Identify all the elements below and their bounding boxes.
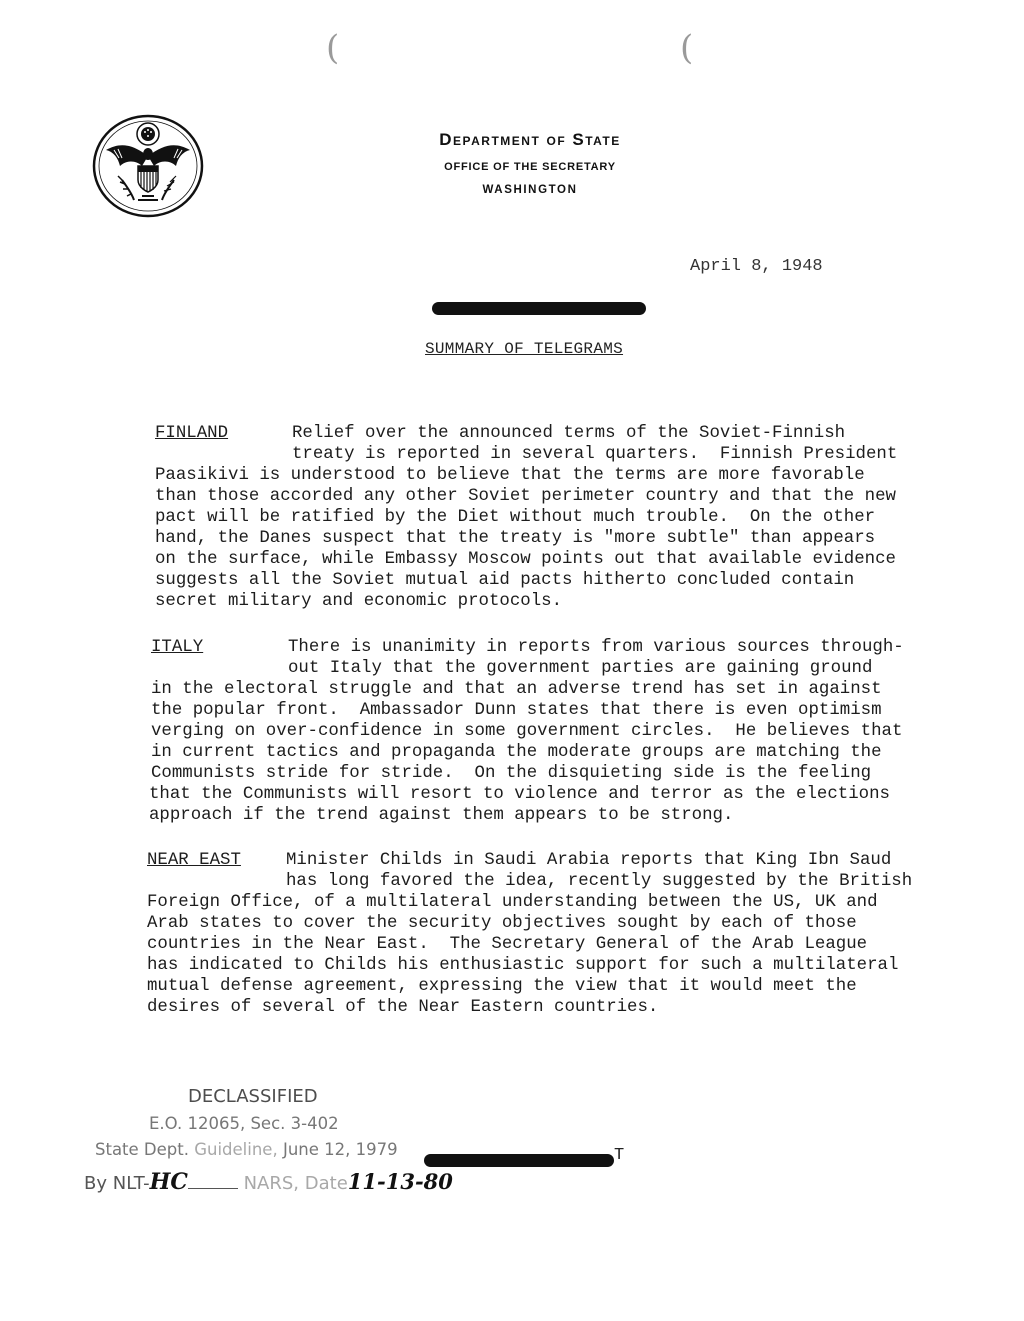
section-heading: NEAR EAST [147,851,241,870]
stamp-authorization [84,1169,453,1195]
body-line: Minister Childs in Saudi Arabia reports that King Ibn Saud [286,851,892,870]
body-line: on the surface, while Embassy Moscow points out that available evidence [155,550,896,569]
stamp-executive-order: E.O. 12065, Sec. 3-402 [149,1114,339,1133]
body-line: Paasikivi is understood to believe that the terms are more favorable [155,466,865,485]
body-line: than those accorded any other Soviet perimeter country and that the new [155,487,896,506]
body-line: has long favored the idea, recently suggested by the British [286,872,913,891]
body-line: in current tactics and propaganda the moderate groups are matching the [151,743,882,762]
section-heading: FINLAND [155,424,229,443]
stamp-date-value: 11-13-80 [347,1169,453,1194]
body-line: Communists stride for stride. On the disquieting side is the feeling [151,764,872,783]
body-line: has indicated to Childs his enthusiastic support for such a multilateral [147,956,899,975]
body-line: suggests all the Soviet mutual aid pacts hitherto concluded contain [155,571,855,590]
section-finland [0,424,1024,624]
body-line: secret military and economic protocols. [155,592,563,611]
body-line: Arab states to cover the security objectives sought by each of those [147,914,857,933]
stamp-by-prefix: By NLT- [84,1173,150,1194]
document-subject: SUMMARY OF TELEGRAMS [425,340,624,358]
stamp-declassified: DECLASSIFIED [188,1086,318,1107]
body-line: pact will be ratified by the Diet without much trouble. On the other [155,508,876,527]
letterhead-city: WASHINGTON [482,184,578,196]
body-line: desires of several of the Near Eastern countries. [147,998,659,1017]
letterhead-office: OFFICE OF THE SECRETARY [444,161,616,173]
body-line: the popular front. Ambassador Dunn states that there is even optimism [151,701,882,720]
body-line: in the electoral struggle and that an adverse trend has set in against [151,680,882,699]
redaction-classification-bottom [424,1154,614,1167]
section-italy [0,638,1024,838]
letterhead-department: Department of State [439,130,621,149]
body-line: mutual defense agreement, expressing the view that it would meet the [147,977,857,996]
section-near-east [0,851,1024,1031]
punch-mark-left: ( [326,28,340,68]
body-line: Relief over the announced terms of the Soviet-Finnish [292,424,846,443]
section-heading: ITALY [151,638,204,657]
great-seal-icon [92,114,204,218]
body-line: countries in the Near East. The Secretary General of the Arab League [147,935,868,954]
body-line: verging on over-confidence in some government circles. He believes that [151,722,903,741]
body-line: Foreign Office, of a multilateral understanding between the US, UK and [147,893,878,912]
body-line: out Italy that the government parties are gaining ground [288,659,873,678]
punch-mark-right: ( [680,28,694,68]
body-line: that the Communists will resort to violence and terror as the elections [149,785,890,804]
body-line: hand, the Danes suspect that the treaty is "more subtle" than appears [155,529,876,548]
body-line: approach if the trend against them appears to be strong. [149,806,734,825]
body-line: There is unanimity in reports from various sources through- [288,638,904,657]
stamp-guideline-faint: Guideline, [194,1140,278,1159]
reviewer-initials: HC [149,1169,188,1195]
stamp-guideline-date: June 12, 1979 [277,1140,398,1159]
redaction-classification-top [432,302,646,315]
body-line: treaty is reported in several quarters. Finnish President [292,445,898,464]
classification-trailing-letter: T [614,1146,625,1165]
document-date: April 8, 1948 [690,257,823,276]
stamp-nars: NARS, Date [237,1173,348,1194]
stamp-guideline [95,1140,398,1159]
stamp-guideline-prefix: State Dept. [95,1140,195,1159]
